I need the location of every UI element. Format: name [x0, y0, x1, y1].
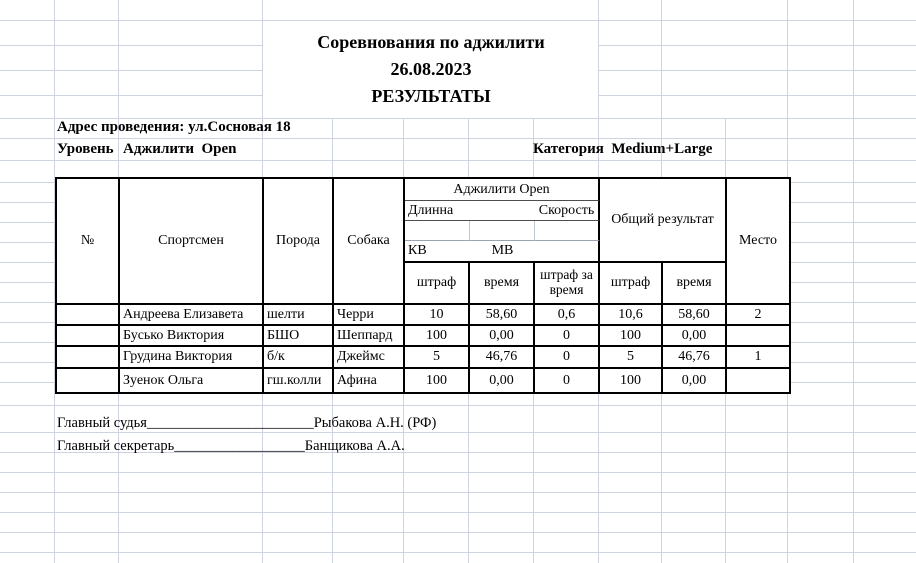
header-cell-total-result[interactable]: Общий результат: [600, 179, 727, 263]
cell-athlete[interactable]: Грудина Виктория: [120, 347, 264, 369]
secretary-signature-line: [57, 436, 405, 456]
cell-penalty[interactable]: 100: [405, 369, 470, 392]
header-cell-total-penalty[interactable]: штраф: [600, 263, 663, 305]
cell-time[interactable]: 46,76: [470, 347, 535, 369]
header-cell-total-time[interactable]: время: [663, 263, 727, 305]
cell-number[interactable]: [57, 347, 120, 369]
judge-signature-line: [57, 413, 436, 433]
cell-time[interactable]: 0,00: [470, 369, 535, 392]
event-date: 26.08.2023: [390, 59, 472, 79]
cell-dog[interactable]: Черри: [334, 305, 405, 326]
header-cell-spacer[interactable]: [535, 241, 600, 263]
gridline: [0, 472, 916, 473]
cell-athlete[interactable]: Бусько Виктория: [120, 326, 264, 347]
cell-breed[interactable]: БШО: [264, 326, 334, 347]
header-cell-spacer[interactable]: [470, 221, 535, 241]
header-cell-speed[interactable]: Скорость: [535, 201, 600, 221]
secretary-underline: __________________: [174, 438, 305, 454]
cell-total-penalty[interactable]: 10,6: [600, 305, 663, 326]
header-cell-time[interactable]: время: [470, 263, 535, 305]
cell-place[interactable]: [727, 369, 789, 392]
header-cell-breed[interactable]: Порода: [264, 179, 334, 305]
cell-place[interactable]: 2: [727, 305, 789, 326]
cell-total-time[interactable]: 58,60: [663, 305, 727, 326]
cell-dog[interactable]: Шеппард: [334, 326, 405, 347]
header-cell-number[interactable]: №: [57, 179, 120, 305]
cell-place[interactable]: [727, 326, 789, 347]
header-cell-kv[interactable]: КВ: [405, 241, 470, 263]
category-label: Категория Medium+Large: [533, 141, 713, 157]
cell-time[interactable]: 0,00: [470, 326, 535, 347]
cell-time[interactable]: 58,60: [470, 305, 535, 326]
cell-number[interactable]: [57, 305, 120, 326]
header-cell-place[interactable]: Место: [727, 179, 789, 305]
secretary-name: Банщикова А.А.: [304, 438, 405, 454]
venue-address: Адрес проведения: ул.Сосновая 18: [57, 119, 291, 135]
gridline: [0, 512, 916, 513]
gridline: [0, 532, 916, 533]
gridline: [0, 20, 916, 21]
gridline: [0, 405, 916, 406]
gridline: [0, 492, 916, 493]
cell-time-penalty[interactable]: 0,6: [535, 305, 600, 326]
level-value: Аджилити Open: [123, 141, 237, 157]
cell-time-penalty[interactable]: 0: [535, 326, 600, 347]
judge-label: Главный судья: [57, 415, 147, 431]
cell-number[interactable]: [57, 326, 120, 347]
cell-total-time[interactable]: 46,76: [663, 347, 727, 369]
header-cell-dog[interactable]: Собака: [334, 179, 405, 305]
header-cell-spacer[interactable]: [470, 201, 535, 221]
header-cell-agility-open[interactable]: Аджилити Open: [405, 179, 600, 201]
header-cell-spacer[interactable]: [405, 221, 470, 241]
page-title: Соревнования по аджилити: [317, 32, 545, 52]
secretary-label: Главный секретарь: [57, 438, 175, 454]
gridline: [0, 552, 916, 553]
judge-name: Рыбакова А.Н. (РФ): [313, 415, 437, 431]
results-heading: РЕЗУЛЬТАТЫ: [371, 86, 491, 106]
cell-total-penalty[interactable]: 100: [600, 326, 663, 347]
cell-total-time[interactable]: 0,00: [663, 326, 727, 347]
judge-underline: _______________________: [146, 415, 314, 431]
header-cell-time-penalty[interactable]: штраф за время: [535, 263, 600, 305]
level-label: Уровень: [57, 141, 114, 157]
cell-time-penalty[interactable]: 0: [535, 347, 600, 369]
cell-breed[interactable]: шелти: [264, 305, 334, 326]
cell-total-penalty[interactable]: 5: [600, 347, 663, 369]
results-table: [55, 177, 791, 394]
cell-dog[interactable]: Афина: [334, 369, 405, 392]
header-cell-athlete[interactable]: Спортсмен: [120, 179, 264, 305]
cell-athlete[interactable]: Андреева Елизавета: [120, 305, 264, 326]
header-cell-mv[interactable]: МВ: [470, 241, 535, 263]
header-cell-penalty[interactable]: штраф: [405, 263, 470, 305]
cell-penalty[interactable]: 10: [405, 305, 470, 326]
cell-total-time[interactable]: 0,00: [663, 369, 727, 392]
cell-penalty[interactable]: 100: [405, 326, 470, 347]
cell-time-penalty[interactable]: 0: [535, 369, 600, 392]
header-cell-spacer[interactable]: [535, 221, 600, 241]
cell-breed[interactable]: гш.колли: [264, 369, 334, 392]
cell-athlete[interactable]: Зуенок Ольга: [120, 369, 264, 392]
cell-dog[interactable]: Джеймс: [334, 347, 405, 369]
cell-number[interactable]: [57, 369, 120, 392]
header-cell-length[interactable]: Длинна: [405, 201, 470, 221]
cell-place[interactable]: 1: [727, 347, 789, 369]
cell-total-penalty[interactable]: 100: [600, 369, 663, 392]
cell-breed[interactable]: б/к: [264, 347, 334, 369]
gridline: [0, 160, 916, 161]
cell-penalty[interactable]: 5: [405, 347, 470, 369]
